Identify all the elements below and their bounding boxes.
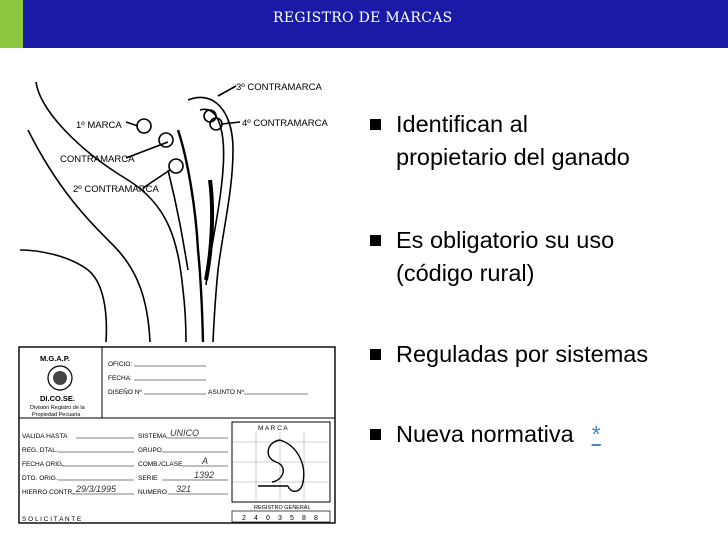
accent-stripe <box>0 0 23 48</box>
form-reg-digit: 2 <box>242 515 246 522</box>
form-dto-orig: DTO. ORIG. <box>22 475 58 482</box>
bullet-square-icon <box>370 119 381 130</box>
form-sistema-value: UNICO <box>170 428 199 438</box>
form-asunto: ASUNTO Nº <box>208 389 244 396</box>
form-reg-digit: 5 <box>290 515 294 522</box>
bullet-text: Es obligatorio su uso <box>396 227 615 253</box>
form-reg-digit: 8 <box>314 515 318 522</box>
form-dept-sub2: Propiedad Pecuaria <box>32 412 81 418</box>
bullet-text: propietario del ganado <box>396 144 630 170</box>
form-hierro-value: 29/3/1995 <box>76 484 117 494</box>
form-comb-value: A <box>202 456 209 466</box>
form-reg-digit: 3 <box>278 515 282 522</box>
label-3-contramarca: 3º CONTRAMARCA <box>236 82 322 93</box>
label-1-marca: 1º MARCA <box>76 120 122 131</box>
bullet-square-icon <box>370 235 381 246</box>
bullet-text: (código rural) <box>396 260 535 286</box>
form-valida: VALIDA HASTA <box>22 433 68 440</box>
title-bar <box>0 0 728 48</box>
bullet-square-icon <box>370 349 381 360</box>
form-comb: COMB./CLASE <box>138 461 183 468</box>
bullet-item <box>370 108 630 174</box>
form-reg-digit: 8 <box>302 515 306 522</box>
bullet-square-icon <box>370 429 381 440</box>
form-serie-value: 1392 <box>194 470 215 480</box>
form-dept: DI.CO.SE. <box>40 394 76 403</box>
form-serie: SERIE <box>138 475 158 482</box>
form-fecha: FECHA: <box>108 375 132 382</box>
form-org: M.G.A.P. <box>40 354 70 363</box>
label-4-contramarca: 4º CONTRAMARCA <box>242 118 328 129</box>
slide-title: REGISTRO DE MARCAS <box>273 10 453 26</box>
form-grupo: GRUPO <box>138 447 162 454</box>
form-marca: M A R C A <box>258 425 288 432</box>
bullet-text: Identifican al <box>396 111 528 137</box>
label-2-contramarca: 2º CONTRAMARCA <box>73 184 159 195</box>
form-hierro: HIERRO CONTR. <box>22 489 74 496</box>
form-reg-dtal: REG. DTAL. <box>22 447 58 454</box>
form-fecha-orig: FECHA ORIG. <box>22 461 64 468</box>
form-dept-sub1: División Registro de la <box>30 405 85 411</box>
form-registro-general: REGISTRO GENERAL <box>254 505 311 511</box>
form-oficio: OFICIO: <box>108 361 133 368</box>
bullet-item <box>370 224 614 290</box>
form-numero: NUMERO <box>138 489 167 496</box>
form-numero-value: 321 <box>176 484 192 494</box>
brand-location-diagram <box>18 70 348 342</box>
form-diseno: DISEÑO Nº <box>108 389 142 396</box>
form-sistema: SISTEMA <box>138 433 167 440</box>
bullet-text: Reguladas por sistemas <box>396 341 649 367</box>
form-reg-digit: 0 <box>266 515 270 522</box>
form-solicitante: S O L I C I T A N T E <box>22 516 82 523</box>
normativa-link[interactable]: * <box>591 421 601 447</box>
bullet-text: Nueva normativa <box>396 421 574 447</box>
label-contramarca: CONTRAMARCA <box>60 154 135 165</box>
bullet-item <box>370 418 601 451</box>
bullet-item <box>370 338 648 371</box>
form-reg-digit: 4 <box>254 515 258 522</box>
registration-form <box>18 346 336 524</box>
